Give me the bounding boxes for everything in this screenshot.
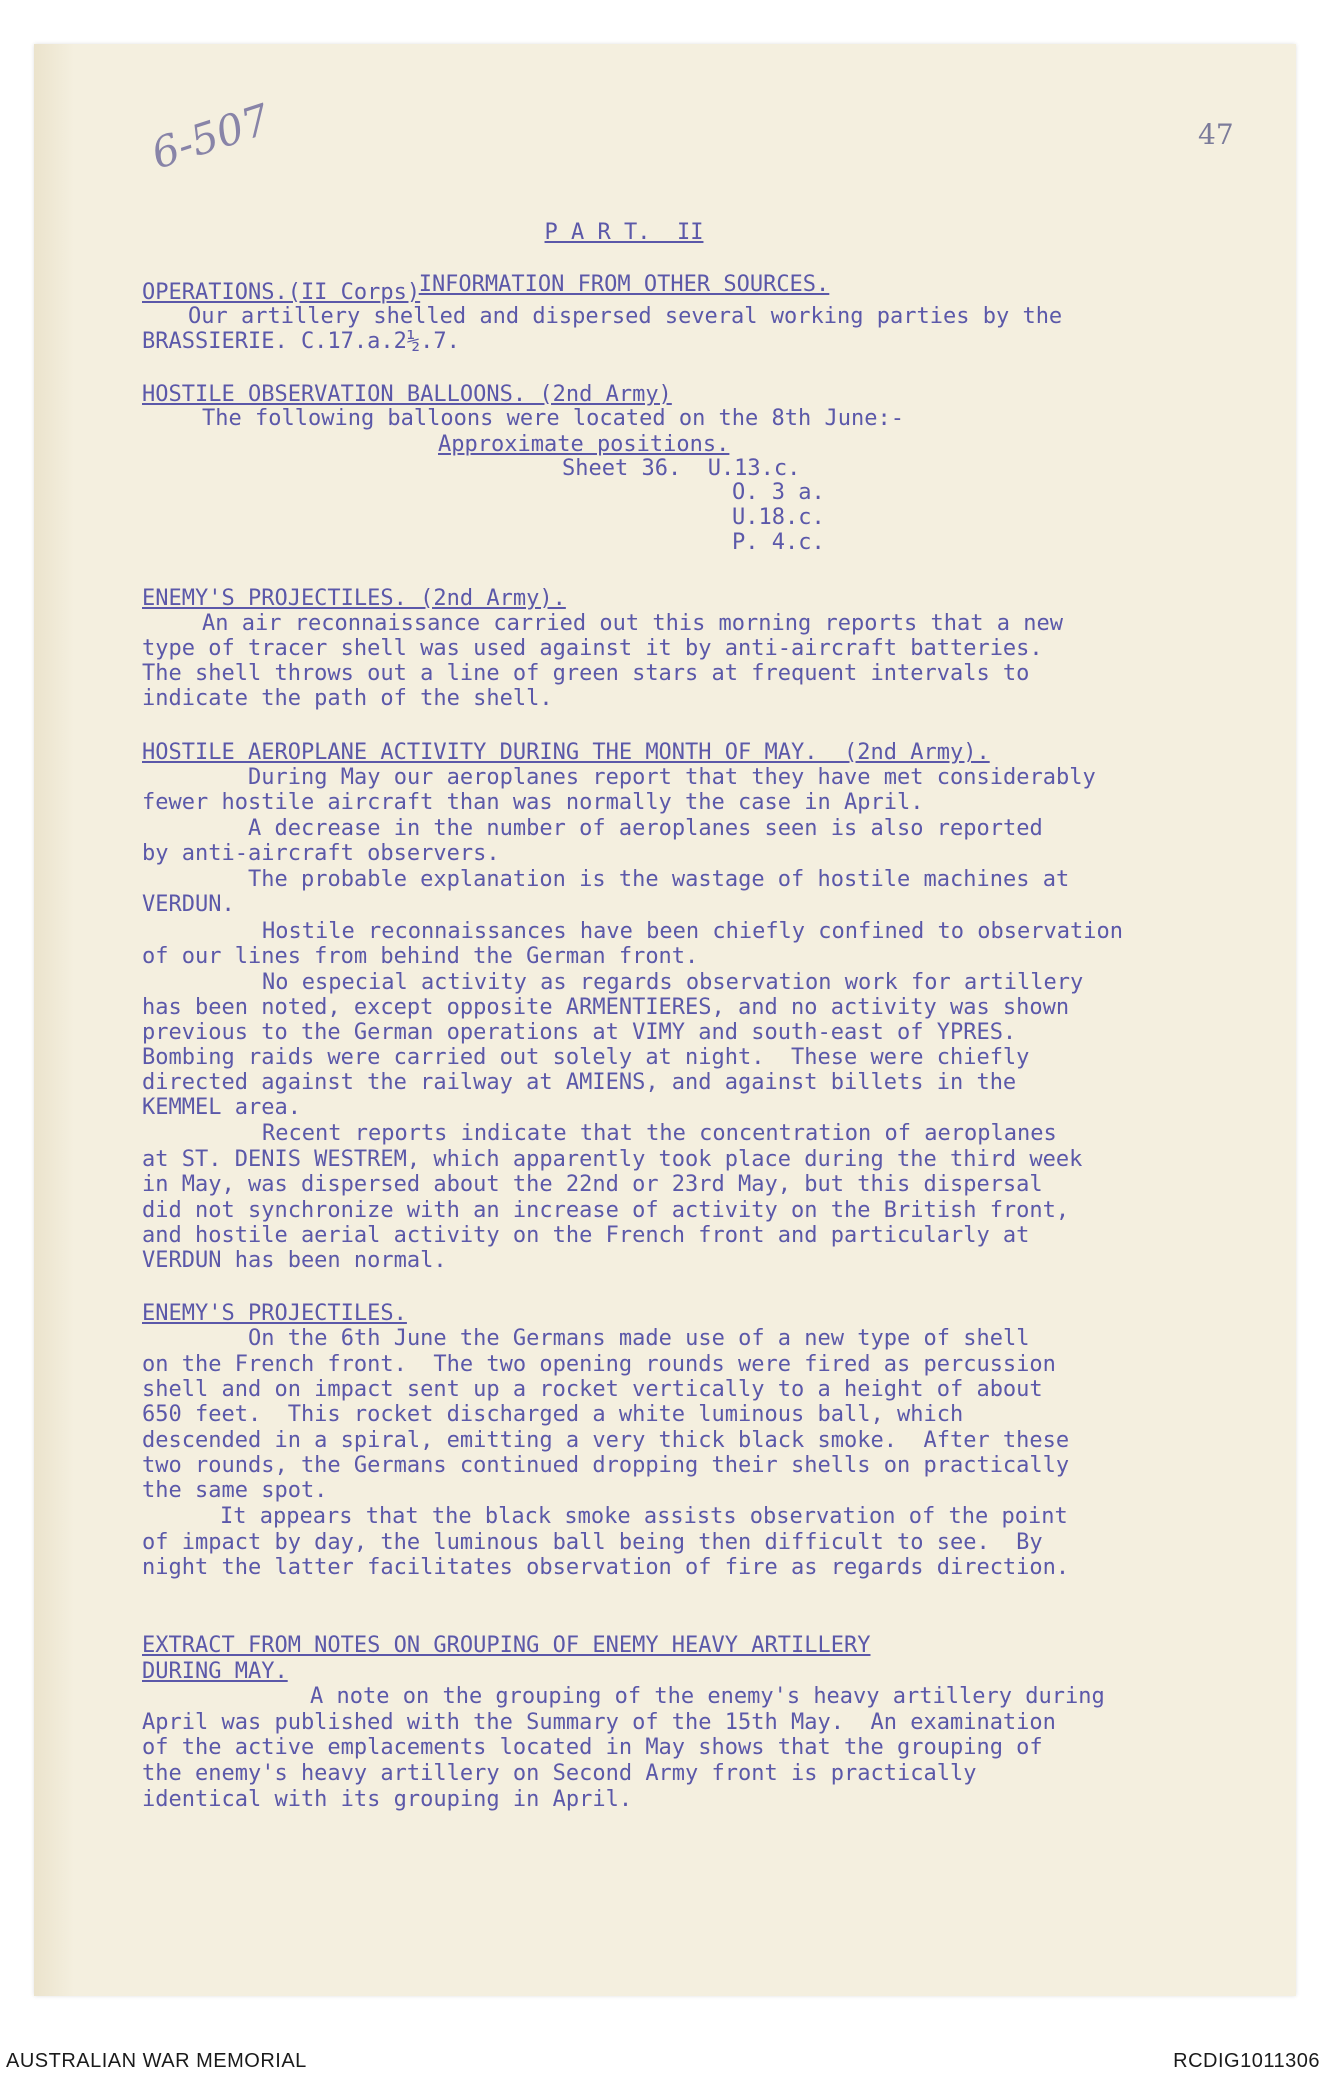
text-line: KEMMEL area.	[142, 1095, 301, 1120]
text-line: has been noted, except opposite ARMENTIERES, and no activity was shown	[142, 995, 1070, 1020]
section-heading: HOSTILE AEROPLANE ACTIVITY DURING THE MONTH OF MAY. (2nd Army).	[142, 740, 990, 765]
text-line: two rounds, the Germans continued dropping their shells on practically	[142, 1453, 1070, 1478]
text-line: directed against the railway at AMIENS, and against billets in the	[142, 1070, 1017, 1095]
text-line: and hostile aerial activity on the French front and particularly at	[142, 1223, 1030, 1248]
text-line: The probable explanation is the wastage of hostile machines at	[248, 867, 1070, 892]
text-line: the enemy's heavy artillery on Second Army front is practically	[142, 1761, 977, 1786]
text-line: VERDUN.	[142, 892, 235, 917]
text-line: A decrease in the number of aeroplanes seen is also reported	[248, 816, 1043, 841]
section-heading: ENEMY'S PROJECTILES.	[142, 1301, 407, 1326]
text-line: O. 3 a.	[732, 480, 825, 505]
text-line: No especial activity as regards observation work for artillery	[262, 970, 1084, 995]
text-line: A note on the grouping of the enemy's heavy artillery during	[310, 1684, 1105, 1709]
text-line: An air reconnaissance carried out this morning reports that a new	[202, 611, 1063, 636]
text-line: VERDUN has been normal.	[142, 1248, 447, 1273]
text-line: It appears that the black smoke assists observation of the point	[220, 1504, 1068, 1529]
section-heading: OPERATIONS.(II Corps)	[142, 280, 421, 305]
text-line: of our lines from behind the German front.	[142, 944, 699, 969]
section-heading: HOSTILE OBSERVATION BALLOONS. (2nd Army)	[142, 382, 672, 407]
text-line: shell and on impact sent up a rocket vertically to a height of about	[142, 1377, 1043, 1402]
section-heading: Approximate positions.	[438, 432, 730, 457]
text-line: The shell throws out a line of green stars at frequent intervals to	[142, 661, 1030, 686]
text-line: type of tracer shell was used against it by anti-aircraft batteries.	[142, 636, 1043, 661]
text-line: at ST. DENIS WESTREM, which apparently took place during the third week	[142, 1147, 1083, 1172]
footer-catalogue-id: RCDIG1011306	[1173, 2050, 1320, 2072]
text-line: of the active emplacements located in May shows that the grouping of	[142, 1735, 1043, 1760]
text-line: identical with its grouping in April.	[142, 1787, 633, 1812]
text-line: previous to the German operations at VIMY and south-east of YPRES.	[142, 1020, 1017, 1045]
text-line: U.18.c.	[732, 505, 825, 530]
text-line: night the latter facilitates observation of fire as regards direction.	[142, 1555, 1070, 1580]
part-title: P A R T. II	[544, 220, 704, 245]
text-line: P. 4.c.	[732, 530, 825, 555]
footer-institution: AUSTRALIAN WAR MEMORIAL	[6, 2050, 307, 2072]
text-line: 650 feet. This rocket discharged a white luminous ball, which	[142, 1402, 964, 1427]
page-number: 47	[1198, 118, 1234, 151]
text-line: The following balloons were located on the 8th June:-	[202, 406, 904, 431]
text-line: On the 6th June the Germans made use of a new type of shell	[248, 1326, 1030, 1351]
text-line: in May, was dispersed about the 22nd or 23rd May, but this dispersal	[142, 1172, 1043, 1197]
text-line: did not synchronize with an increase of activity on the British front,	[142, 1198, 1070, 1223]
text-line: Sheet 36. U.13.c.	[562, 456, 801, 481]
text-line: Hostile reconnaissances have been chiefly confined to observation	[262, 919, 1123, 944]
text-line: fewer hostile aircraft than was normally the case in April.	[142, 790, 924, 815]
handwritten-reference: 6-507	[145, 94, 276, 179]
section-heading: DURING MAY.	[142, 1659, 288, 1684]
text-line: Bombing raids were carried out solely at night. These were chiefly	[142, 1045, 1030, 1070]
text-line: Our artillery shelled and dispersed several working parties by the	[188, 304, 1063, 329]
text-line: on the French front. The two opening rounds were fired as percussion	[142, 1352, 1056, 1377]
text-line: of impact by day, the luminous ball being then difficult to see. By	[142, 1530, 1043, 1555]
section-subtitle: INFORMATION FROM OTHER SOURCES.	[418, 272, 830, 297]
text-line: April was published with the Summary of the 15th May. An examination	[142, 1710, 1056, 1735]
text-line: the same spot.	[142, 1478, 328, 1503]
section-heading: EXTRACT FROM NOTES ON GROUPING OF ENEMY HEAVY ARTILLERY	[142, 1633, 871, 1658]
text-line: by anti-aircraft observers.	[142, 841, 500, 866]
text-line: descended in a spiral, emitting a very thick black smoke. After these	[142, 1428, 1070, 1453]
text-line: BRASSIERIE. C.17.a.2½.7.	[142, 329, 460, 354]
text-line: indicate the path of the shell.	[142, 686, 553, 711]
section-heading: ENEMY'S PROJECTILES. (2nd Army).	[142, 586, 566, 611]
text-line: Recent reports indicate that the concentration of aeroplanes	[262, 1121, 1057, 1146]
text-line: During May our aeroplanes report that they have met considerably	[248, 765, 1096, 790]
